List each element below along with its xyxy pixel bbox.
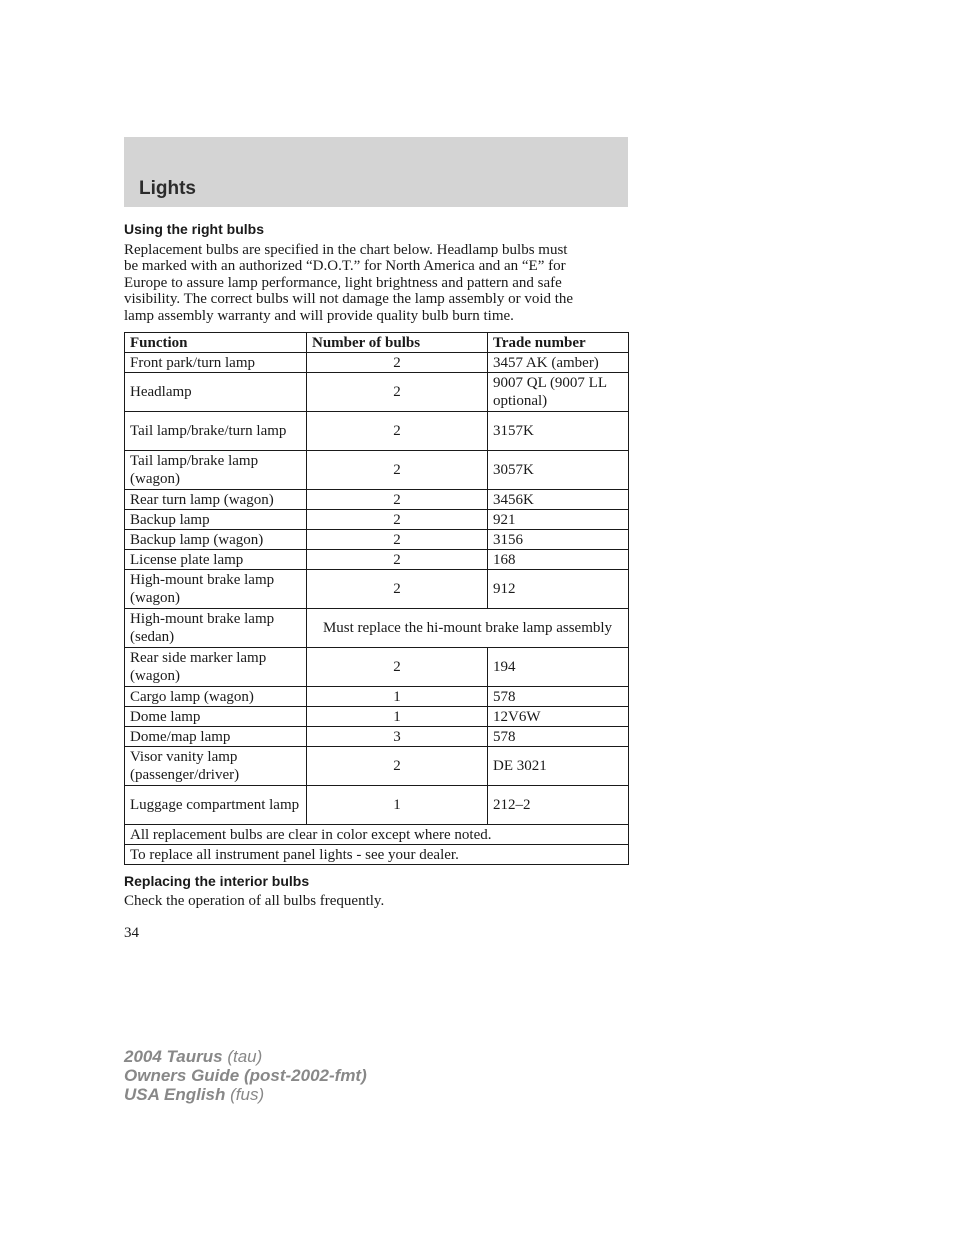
cell-trade: 921: [488, 510, 629, 530]
table-header-row: [125, 333, 629, 353]
cell-function: Headlamp: [125, 373, 307, 412]
cell-function: High-mount brake lamp (wagon): [125, 570, 307, 609]
cell-bulbs: 2: [307, 353, 488, 373]
cell-trade: 9007 QL (9007 LL optional): [488, 373, 629, 412]
table-row: [125, 747, 629, 786]
footer-line-language: [124, 1085, 367, 1104]
cell-bulbs: 2: [307, 648, 488, 687]
table-row: [125, 353, 629, 373]
section-heading-right-bulbs: Using the right bulbs: [124, 221, 264, 237]
cell-bulbs: 2: [307, 451, 488, 490]
cell-bulbs: 2: [307, 550, 488, 570]
cell-bulbs: 2: [307, 530, 488, 550]
cell-trade: 578: [488, 687, 629, 707]
footer-line-guide: [124, 1066, 367, 1085]
table-row: [125, 510, 629, 530]
footnote-clear-bulbs: All replacement bulbs are clear in color except where noted.: [125, 825, 629, 845]
cell-note: Must replace the hi-mount brake lamp assembly: [307, 609, 629, 648]
header-trade-number: Trade number: [488, 333, 629, 353]
footer-guide: Owners Guide (post-2002-fmt): [124, 1066, 367, 1085]
cell-function: Visor vanity lamp (passenger/driver): [125, 747, 307, 786]
intro-line: visibility. The correct bulbs will not damage the lamp assembly or void the: [124, 291, 574, 308]
cell-function: Rear side marker lamp (wagon): [125, 648, 307, 687]
cell-bulbs: 3: [307, 727, 488, 747]
cell-trade: 3457 AK (amber): [488, 353, 629, 373]
cell-function: Cargo lamp (wagon): [125, 687, 307, 707]
table-row: [125, 550, 629, 570]
cell-trade: 578: [488, 727, 629, 747]
cell-function: Backup lamp (wagon): [125, 530, 307, 550]
table-row: [125, 727, 629, 747]
table-row: [125, 648, 629, 687]
table-row: [125, 530, 629, 550]
intro-line: lamp assembly warranty and will provide quality bulb burn time.: [124, 307, 514, 324]
table-footnote-row: [125, 845, 629, 865]
cell-bulbs: 2: [307, 747, 488, 786]
cell-trade: 168: [488, 550, 629, 570]
cell-function: License plate lamp: [125, 550, 307, 570]
table-row: [125, 490, 629, 510]
cell-function: Backup lamp: [125, 510, 307, 530]
footer-line-model: [124, 1047, 367, 1066]
cell-trade: 212–2: [488, 786, 629, 825]
section-header-band: [124, 137, 628, 207]
table-row: [125, 373, 629, 412]
cell-trade: 3057K: [488, 451, 629, 490]
cell-bulbs: 1: [307, 786, 488, 825]
cell-trade: 3157K: [488, 412, 629, 451]
footer-language: USA English: [124, 1085, 226, 1104]
cell-bulbs: 1: [307, 687, 488, 707]
section-heading-interior-bulbs: Replacing the interior bulbs: [124, 873, 310, 889]
table-row: [125, 687, 629, 707]
header-function: Function: [125, 333, 307, 353]
cell-bulbs: 2: [307, 570, 488, 609]
table-row: [125, 786, 629, 825]
cell-function: High-mount brake lamp (sedan): [125, 609, 307, 648]
interior-paragraph: Check the operation of all bulbs frequently.: [124, 893, 385, 909]
cell-trade: 194: [488, 648, 629, 687]
cell-function: Rear turn lamp (wagon): [125, 490, 307, 510]
cell-trade: 3156: [488, 530, 629, 550]
cell-function: Tail lamp/brake/turn lamp: [125, 412, 307, 451]
cell-bulbs: 2: [307, 510, 488, 530]
intro-line: be marked with an authorized “D.O.T.” for North America and an “E” for: [124, 258, 566, 275]
cell-function: Front park/turn lamp: [125, 353, 307, 373]
cell-trade: 912: [488, 570, 629, 609]
footer-model: 2004 Taurus: [124, 1047, 223, 1066]
table-row: [125, 412, 629, 451]
bulb-specification-table: [124, 332, 629, 865]
page-title: Lights: [139, 178, 196, 199]
cell-bulbs: 2: [307, 412, 488, 451]
cell-trade: 3456K: [488, 490, 629, 510]
header-number-of-bulbs: Number of bulbs: [307, 333, 488, 353]
cell-bulbs: 1: [307, 707, 488, 727]
document-footer: [124, 1047, 367, 1104]
cell-trade: 12V6W: [488, 707, 629, 727]
cell-bulbs: 2: [307, 373, 488, 412]
intro-line: Europe to assure lamp performance, light brightness and pattern and safe: [124, 274, 562, 291]
footer-language-code: (fus): [230, 1085, 265, 1104]
table-footnote-row: [125, 825, 629, 845]
cell-function: Tail lamp/brake lamp (wagon): [125, 451, 307, 490]
table-row: [125, 707, 629, 727]
cell-function: Luggage compartment lamp: [125, 786, 307, 825]
footnote-instrument-panel: To replace all instrument panel lights - see your dealer.: [125, 845, 629, 865]
table-row: [125, 451, 629, 490]
cell-function: Dome/map lamp: [125, 727, 307, 747]
intro-paragraph: [124, 242, 628, 324]
table-row: [125, 609, 629, 648]
intro-line: Replacement bulbs are specified in the chart below. Headlamp bulbs must: [124, 242, 568, 258]
cell-bulbs: 2: [307, 490, 488, 510]
cell-function: Dome lamp: [125, 707, 307, 727]
footer-model-code: (tau): [227, 1047, 263, 1066]
table-row: [125, 570, 629, 609]
cell-trade: DE 3021: [488, 747, 629, 786]
page-number: 34: [124, 925, 139, 941]
